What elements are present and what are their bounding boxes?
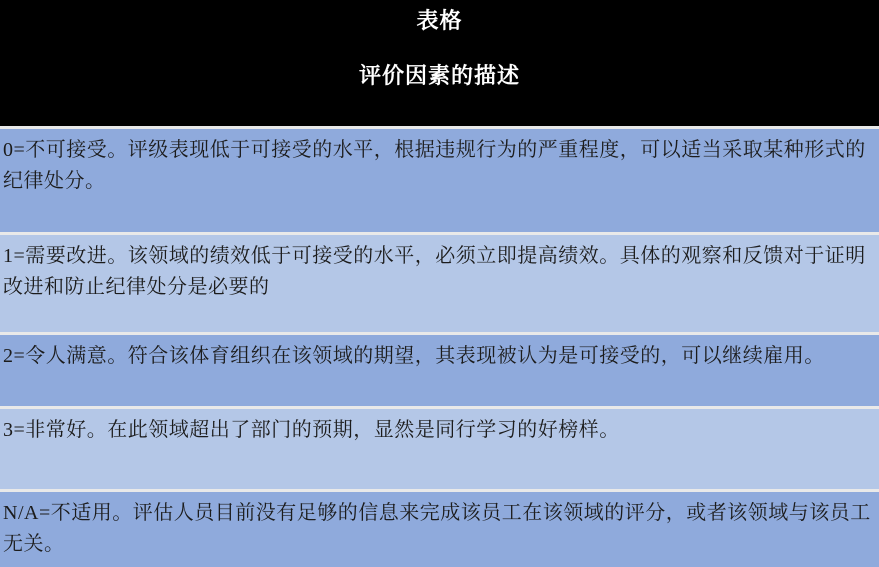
- table-header: [0, 0, 879, 126]
- rating-row-na: N/A=不适用。评估人员目前没有足够的信息来完成该员工在该领域的评分，或者该领域与该员工无关。: [0, 489, 879, 567]
- rating-row-1: 1=需要改进。该领域的绩效低于可接受的水平，必须立即提高绩效。具体的观察和反馈对于证明改进和防止纪律处分是必要的: [0, 232, 879, 332]
- page-subtitle: 评价因素的描述: [358, 63, 520, 88]
- page-title: 表格: [416, 8, 463, 33]
- rating-row-3: 3=非常好。在此领域超出了部门的预期，显然是同行学习的好榜样。: [0, 406, 879, 489]
- rating-row-2: 2=令人满意。符合该体育组织在该领域的期望，其表现被认为是可接受的，可以继续雇用。: [0, 332, 879, 406]
- rating-row-0: 0=不可接受。评级表现低于可接受的水平，根据违规行为的严重程度，可以适当采取某种形式的纪律处分。: [0, 126, 879, 232]
